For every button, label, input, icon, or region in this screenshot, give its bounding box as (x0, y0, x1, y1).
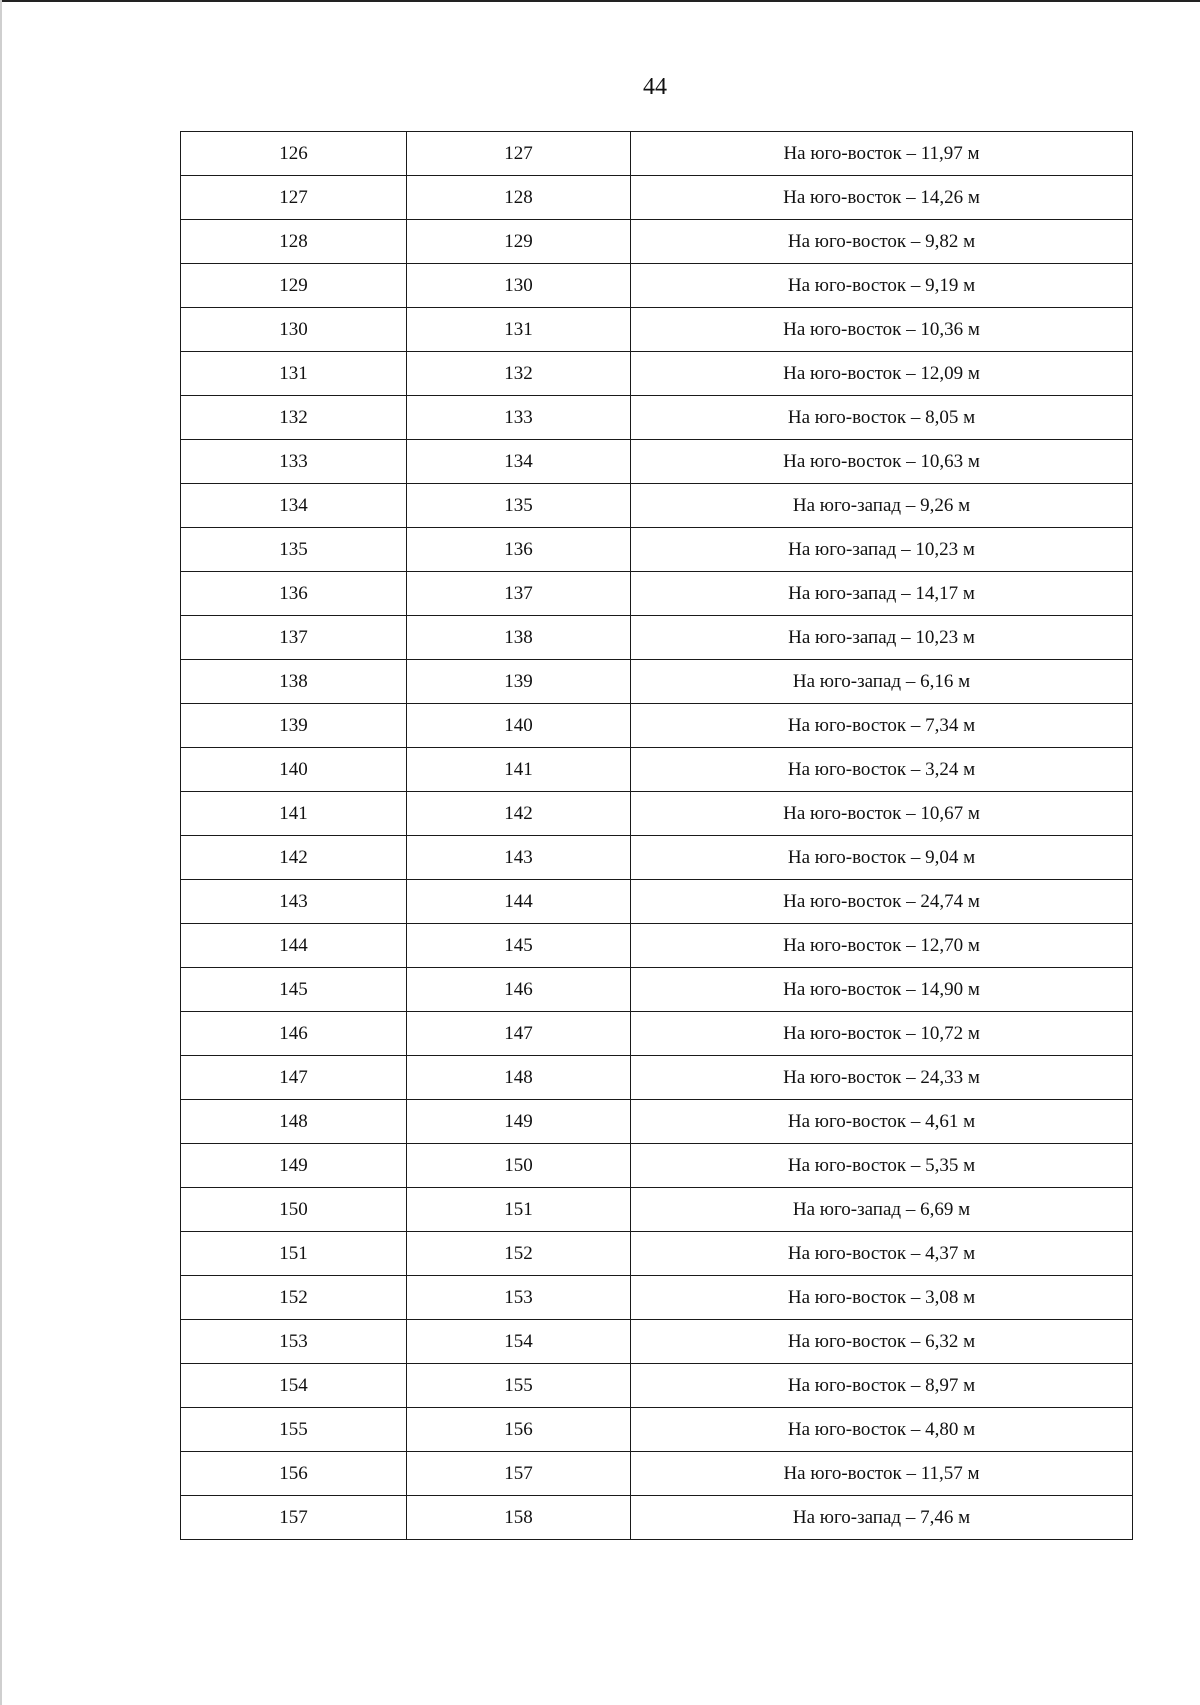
direction-distance-cell: На юго-восток – 10,67 м (631, 792, 1133, 836)
point-to-cell: 129 (407, 220, 631, 264)
point-to-cell: 127 (407, 132, 631, 176)
point-to-cell: 156 (407, 1408, 631, 1452)
point-from-cell: 133 (181, 440, 407, 484)
point-from-cell: 131 (181, 352, 407, 396)
table-row (181, 264, 1133, 308)
direction-distance-cell: На юго-восток – 4,61 м (631, 1100, 1133, 1144)
table-row (181, 748, 1133, 792)
direction-distance-cell: На юго-запад – 9,26 м (631, 484, 1133, 528)
direction-distance-cell: На юго-запад – 7,46 м (631, 1496, 1133, 1540)
table-row (181, 616, 1133, 660)
point-to-cell: 152 (407, 1232, 631, 1276)
point-from-cell: 136 (181, 572, 407, 616)
point-to-cell: 140 (407, 704, 631, 748)
direction-distance-cell: На юго-восток – 10,72 м (631, 1012, 1133, 1056)
point-from-cell: 143 (181, 880, 407, 924)
direction-distance-cell: На юго-восток – 7,34 м (631, 704, 1133, 748)
point-to-cell: 141 (407, 748, 631, 792)
point-to-cell: 153 (407, 1276, 631, 1320)
table-row (181, 924, 1133, 968)
point-from-cell: 141 (181, 792, 407, 836)
table-row (181, 396, 1133, 440)
table-row (181, 660, 1133, 704)
point-to-cell: 147 (407, 1012, 631, 1056)
table-row (181, 1188, 1133, 1232)
direction-distance-cell: На юго-восток – 5,35 м (631, 1144, 1133, 1188)
table-row (181, 1452, 1133, 1496)
direction-distance-cell: На юго-восток – 6,32 м (631, 1320, 1133, 1364)
point-from-cell: 135 (181, 528, 407, 572)
direction-distance-cell: На юго-восток – 9,19 м (631, 264, 1133, 308)
direction-distance-cell: На юго-восток – 9,04 м (631, 836, 1133, 880)
table-row (181, 836, 1133, 880)
table-row (181, 176, 1133, 220)
table-row (181, 528, 1133, 572)
point-from-cell: 147 (181, 1056, 407, 1100)
point-to-cell: 128 (407, 176, 631, 220)
point-from-cell: 127 (181, 176, 407, 220)
direction-distance-cell: На юго-восток – 4,80 м (631, 1408, 1133, 1452)
direction-distance-cell: На юго-восток – 8,97 м (631, 1364, 1133, 1408)
point-to-cell: 150 (407, 1144, 631, 1188)
table-row (181, 572, 1133, 616)
point-to-cell: 137 (407, 572, 631, 616)
point-from-cell: 153 (181, 1320, 407, 1364)
table-row (181, 440, 1133, 484)
point-to-cell: 139 (407, 660, 631, 704)
point-to-cell: 144 (407, 880, 631, 924)
direction-distance-cell: На юго-восток – 9,82 м (631, 220, 1133, 264)
point-from-cell: 139 (181, 704, 407, 748)
direction-distance-cell: На юго-восток – 4,37 м (631, 1232, 1133, 1276)
point-to-cell: 143 (407, 836, 631, 880)
point-from-cell: 151 (181, 1232, 407, 1276)
point-to-cell: 130 (407, 264, 631, 308)
point-from-cell: 132 (181, 396, 407, 440)
point-from-cell: 128 (181, 220, 407, 264)
page-number: 44 (643, 74, 667, 100)
direction-distance-cell: На юго-восток – 10,36 м (631, 308, 1133, 352)
point-from-cell: 129 (181, 264, 407, 308)
table-body (181, 132, 1133, 1540)
point-from-cell: 130 (181, 308, 407, 352)
direction-distance-cell: На юго-восток – 3,08 м (631, 1276, 1133, 1320)
table-row (181, 880, 1133, 924)
point-from-cell: 126 (181, 132, 407, 176)
point-from-cell: 144 (181, 924, 407, 968)
point-from-cell: 157 (181, 1496, 407, 1540)
direction-distance-cell: На юго-восток – 10,63 м (631, 440, 1133, 484)
direction-distance-cell: На юго-восток – 12,70 м (631, 924, 1133, 968)
direction-distance-cell: На юго-восток – 11,97 м (631, 132, 1133, 176)
table-row (181, 792, 1133, 836)
page-left-border (0, 0, 2, 1705)
point-to-cell: 155 (407, 1364, 631, 1408)
table-row (181, 484, 1133, 528)
point-from-cell: 152 (181, 1276, 407, 1320)
point-from-cell: 148 (181, 1100, 407, 1144)
table-row (181, 308, 1133, 352)
point-from-cell: 145 (181, 968, 407, 1012)
table-row (181, 968, 1133, 1012)
point-to-cell: 146 (407, 968, 631, 1012)
point-to-cell: 149 (407, 1100, 631, 1144)
point-to-cell: 133 (407, 396, 631, 440)
table-row (181, 1012, 1133, 1056)
point-to-cell: 151 (407, 1188, 631, 1232)
point-to-cell: 132 (407, 352, 631, 396)
point-to-cell: 131 (407, 308, 631, 352)
point-from-cell: 134 (181, 484, 407, 528)
point-from-cell: 140 (181, 748, 407, 792)
table-row (181, 1364, 1133, 1408)
point-from-cell: 137 (181, 616, 407, 660)
direction-distance-cell: На юго-запад – 14,17 м (631, 572, 1133, 616)
point-to-cell: 138 (407, 616, 631, 660)
point-to-cell: 157 (407, 1452, 631, 1496)
point-to-cell: 134 (407, 440, 631, 484)
direction-distance-cell: На юго-восток – 11,57 м (631, 1452, 1133, 1496)
table-row (181, 1320, 1133, 1364)
table-row (181, 220, 1133, 264)
point-to-cell: 136 (407, 528, 631, 572)
table-row (181, 1232, 1133, 1276)
point-from-cell: 138 (181, 660, 407, 704)
point-from-cell: 149 (181, 1144, 407, 1188)
direction-distance-cell: На юго-запад – 10,23 м (631, 528, 1133, 572)
point-to-cell: 135 (407, 484, 631, 528)
direction-distance-cell: На юго-запад – 10,23 м (631, 616, 1133, 660)
direction-distance-cell: На юго-восток – 24,33 м (631, 1056, 1133, 1100)
direction-distance-cell: На юго-восток – 12,09 м (631, 352, 1133, 396)
direction-distance-cell: На юго-запад – 6,16 м (631, 660, 1133, 704)
point-from-cell: 156 (181, 1452, 407, 1496)
direction-distance-cell: На юго-восток – 14,90 м (631, 968, 1133, 1012)
table-row (181, 132, 1133, 176)
table-row (181, 1144, 1133, 1188)
point-from-cell: 150 (181, 1188, 407, 1232)
table-row (181, 1276, 1133, 1320)
direction-distance-cell: На юго-запад – 6,69 м (631, 1188, 1133, 1232)
point-to-cell: 142 (407, 792, 631, 836)
table-row (181, 1056, 1133, 1100)
point-to-cell: 154 (407, 1320, 631, 1364)
point-to-cell: 148 (407, 1056, 631, 1100)
boundary-segments-table-container (180, 131, 1132, 1540)
direction-distance-cell: На юго-восток – 24,74 м (631, 880, 1133, 924)
table-row (181, 352, 1133, 396)
point-to-cell: 145 (407, 924, 631, 968)
direction-distance-cell: На юго-восток – 14,26 м (631, 176, 1133, 220)
table-row (181, 1408, 1133, 1452)
point-from-cell: 142 (181, 836, 407, 880)
table-row (181, 1100, 1133, 1144)
direction-distance-cell: На юго-восток – 3,24 м (631, 748, 1133, 792)
point-from-cell: 146 (181, 1012, 407, 1056)
table-row (181, 704, 1133, 748)
point-from-cell: 155 (181, 1408, 407, 1452)
page-top-border (0, 0, 1200, 2)
direction-distance-cell: На юго-восток – 8,05 м (631, 396, 1133, 440)
table-row (181, 1496, 1133, 1540)
point-to-cell: 158 (407, 1496, 631, 1540)
point-from-cell: 154 (181, 1364, 407, 1408)
boundary-segments-table (180, 131, 1133, 1540)
